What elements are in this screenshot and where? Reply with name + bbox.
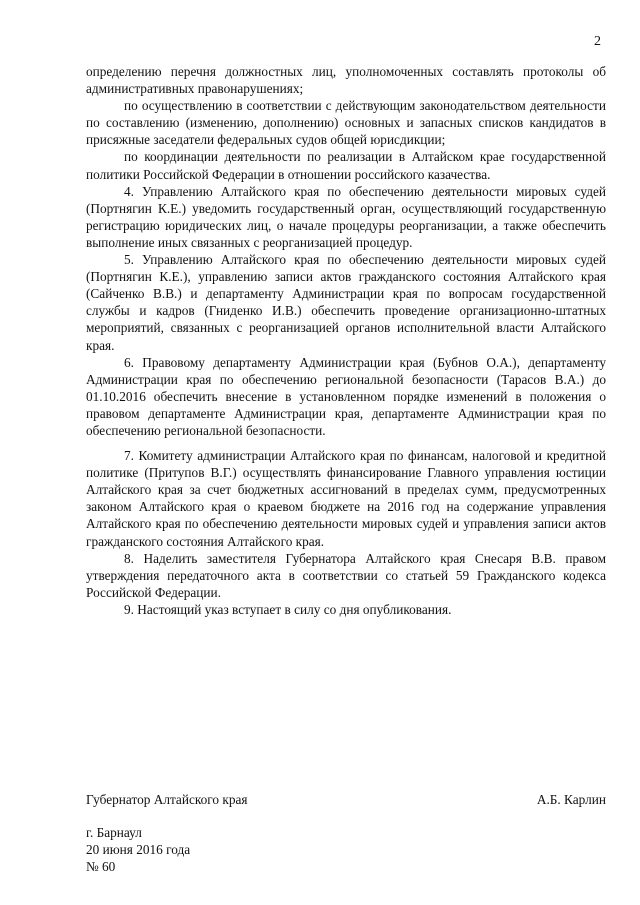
paragraph: 8. Наделить заместителя Губернатора Алтайского края Снесаря В.В. правом утверждения передаточного акта в соответствии со статьей 59 Гражданского кодекса Российской Федерации.	[86, 550, 606, 600]
signatory-position: Губернатор Алтайского края	[86, 792, 248, 807]
paragraph: по осуществлению в соответствии с действующим законодательством деятельности по составлению (изменению, дополнению) основных и запасных списков кандидатов в присяжные заседатели федеральных судов общей юрисдикции;	[86, 98, 606, 148]
signatory-name: А.Б. Карлин	[536, 792, 606, 807]
paragraph: 5. Управлению Алтайского края по обеспечению деятельности мировых судей (Портнягин К.Е.), управлению записи актов гражданского состояния Алтайского края (Сайченко В.В.) и департаменту Администрации края по вопросам государственной службы и кадров (Гниденко И.В.) обеспечить проведение организационно-штатных мероприятий, связанных с реорганизацией органов исполнительной власти Алтайского края.	[86, 252, 606, 353]
paragraph: 4. Управлению Алтайского края по обеспечению деятельности мировых судей (Портнягин К.Е.) уведомить государственный орган, осуществляющий государственную регистрацию юридических лиц, о начале процедуры реорганизации, а также обеспечить выполнение иных связанных с реорганизацией процедур.	[86, 183, 606, 250]
paragraph: 6. Правовому департаменту Администрации края (Бубнов О.А.), департаменту Администрации края по обеспечению региональной безопасности (Тарасов В.А.) до 01.10.2016 обеспечить внесение в установленном порядке изменений в положения о правовом департаменте Администрации края, департаменте Администрации края по обеспечению региональной безопасности.	[86, 354, 606, 438]
date: 20 июня 2016 года	[86, 842, 191, 857]
signature-block	[86, 792, 606, 808]
paragraph: определению перечня должностных лиц, уполномоченных составлять протоколы об административных правонарушениях;	[86, 64, 606, 97]
paragraph: 9. Настоящий указ вступает в силу со дня опубликования.	[124, 601, 452, 617]
paragraph: по координации деятельности по реализации в Алтайском крае государственной политики Российской Федерации в отношении российского казачества.	[86, 149, 606, 182]
place-date-block	[86, 824, 190, 875]
place: г. Барнаул	[86, 825, 142, 840]
decree-body	[86, 63, 606, 618]
paragraph: 7. Комитету администрации Алтайского края по финансам, налоговой и кредитной политике (Притупов В.Г.) осуществлять финансирование Главного управления юстиции Алтайского края за счет бюджетных ассигнований в пределах сумм, предусмотренных законом Алтайского края о краевом бюджете на 2016 год на содержание управления Алтайского края по обеспечению деятельности мировых судей и управления записи актов гражданского состояния Алтайского края.	[86, 448, 606, 549]
decree-number: № 60	[86, 859, 116, 874]
page-number: 2	[594, 34, 601, 49]
